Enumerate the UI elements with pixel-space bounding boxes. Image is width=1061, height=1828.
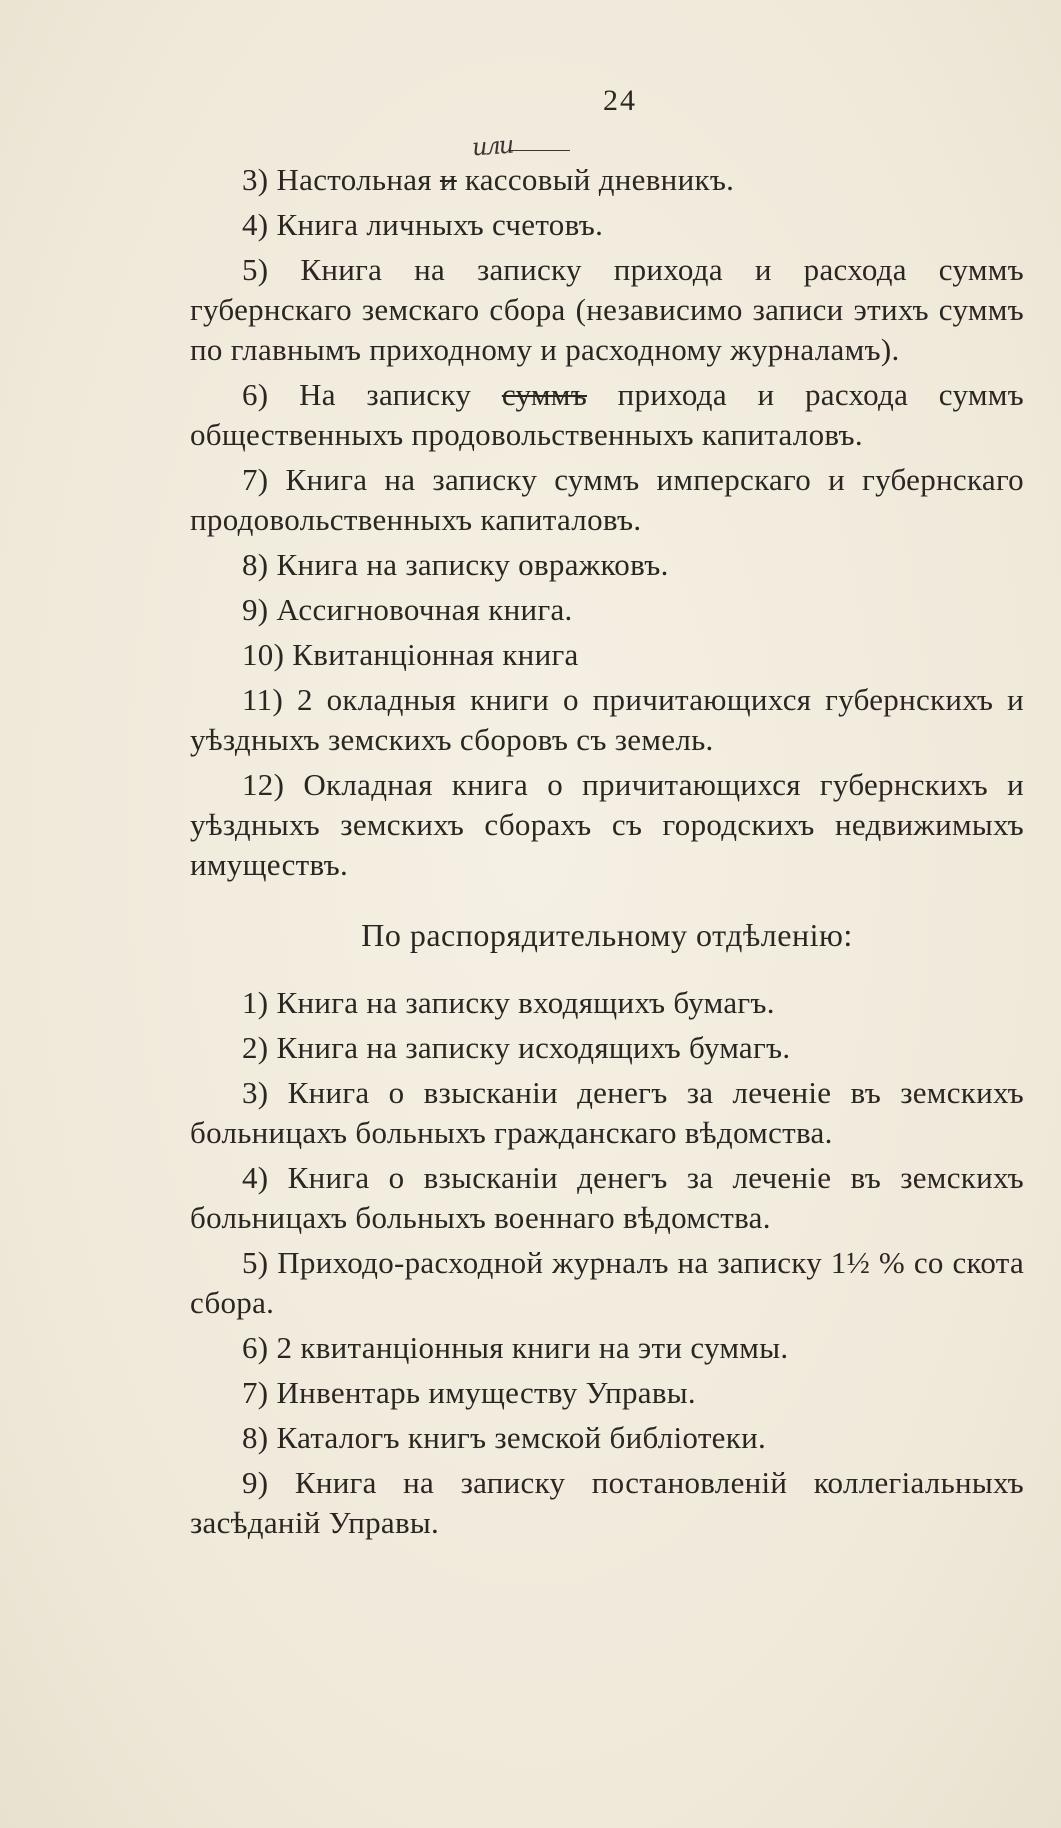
item-number: 9) — [242, 1465, 269, 1500]
struck-word: суммъ — [501, 377, 588, 412]
list-item: 8) Книга на записку овражковъ. — [242, 547, 669, 582]
list-item: 10) Квитанціонная книга — [242, 637, 579, 672]
item-number: 6) — [242, 377, 269, 412]
item-number: 5) — [242, 252, 269, 287]
handwritten-underline — [510, 150, 570, 151]
item-number: 7) — [242, 1375, 269, 1410]
page-number: 24 — [603, 84, 637, 117]
list-item: 1) Книга на записку входящихъ бумагъ. — [242, 985, 775, 1020]
item-number: 2) — [242, 1030, 269, 1065]
section-heading: По распорядительному отдѣленію: — [361, 917, 853, 953]
item-number: 12) — [242, 767, 285, 802]
list-item: 9) Ассигновочная книга. — [242, 592, 573, 627]
list-item: 3) Книга о взысканіи денегъ за леченіе въ земскихъ больницахъ больныхъ гражданскаго вѣдомства. — [190, 1075, 1024, 1150]
item-number: 7) — [242, 462, 269, 497]
item-number: 1) — [242, 985, 269, 1020]
main-text — [190, 160, 1024, 1548]
list-item: 4) Книга о взысканіи денегъ за леченіе въ земскихъ больницахъ больныхъ военнаго вѣдомства. — [190, 1160, 1024, 1235]
list-item: 7) Книга на записку суммъ имперскаго и губернскаго продовольственныхъ капиталовъ. — [190, 462, 1024, 537]
item-number: 8) — [242, 1420, 269, 1455]
item-number: 6) — [242, 1330, 269, 1365]
item-number: 9) — [242, 592, 269, 627]
list-item: 5) Приходо-расходной журналъ на записку 1½ % со скота сбора. — [190, 1245, 1024, 1320]
item-number: 3) — [242, 1075, 269, 1110]
list-item: 4) Книга личныхъ счетовъ. — [242, 207, 604, 242]
item-number: 3) — [242, 162, 269, 197]
list-item: 6) 2 квитанціонныя книги на эти суммы. — [242, 1330, 789, 1365]
item-number: 10) — [242, 637, 285, 672]
list-item: 7) Инвентарь имуществу Управы. — [242, 1375, 696, 1410]
handwritten-note: или — [471, 130, 514, 162]
list-item: 11) 2 окладныя книги о причитающихся губернскихъ и уѣздныхъ земскихъ сборовъ съ земель. — [190, 682, 1024, 757]
list-item: 12) Окладная книга о причитающихся губернскихъ и уѣздныхъ земскихъ сборахъ съ городскихъ недвижимыхъ имуществъ. — [190, 767, 1024, 882]
item-number: 8) — [242, 547, 269, 582]
list-item: 6) На записку суммъ прихода и расхода суммъ общественныхъ продовольственныхъ капиталовъ. — [190, 377, 1025, 452]
list-item: 5) Книга на записку прихода и расхода суммъ губернскаго земскаго сбора (независимо записи этихъ суммъ по главнымъ приходному и расходному журналамъ). — [190, 252, 1024, 367]
list-item: 2) Книга на записку исходящихъ бумагъ. — [242, 1030, 791, 1065]
list-item: 8) Каталогъ книгъ земской библіотеки. — [242, 1420, 767, 1455]
struck-word: и — [439, 162, 457, 197]
item-number: 5) — [242, 1245, 269, 1280]
item-number: 4) — [242, 207, 269, 242]
list-item: 9) Книга на записку постановленій коллегіальныхъ засѣданій Управы. — [190, 1465, 1024, 1540]
item-number: 11) — [242, 682, 284, 717]
item-number: 4) — [242, 1160, 269, 1195]
list-item: 3) Настольная и кассовый дневникъ. — [242, 162, 735, 197]
